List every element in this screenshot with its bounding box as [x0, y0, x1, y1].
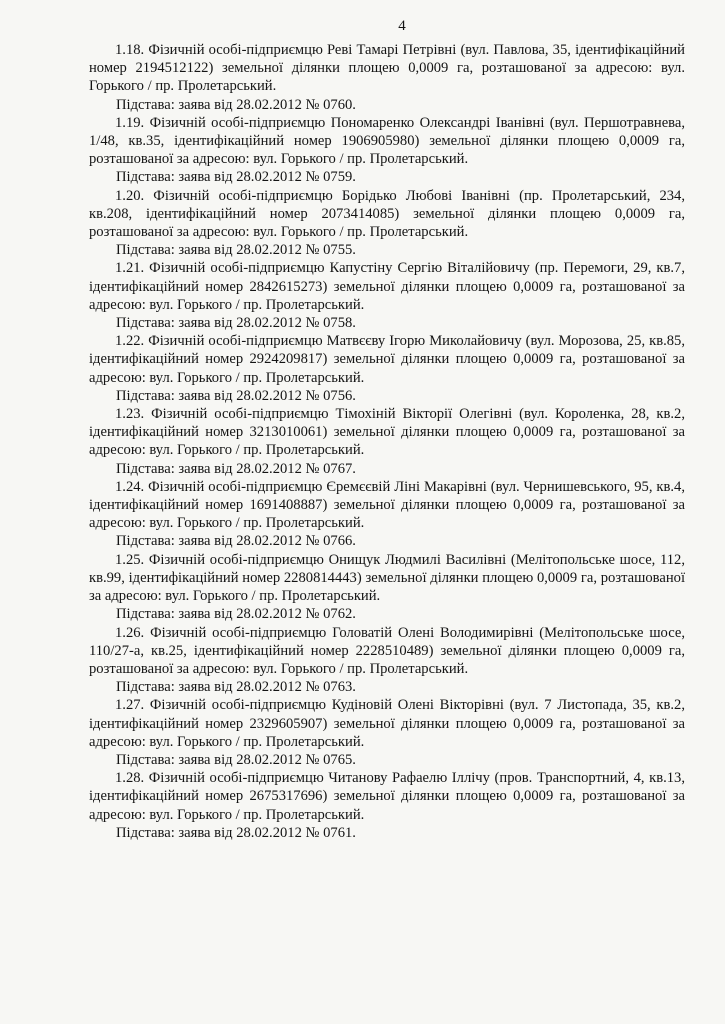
item-text: 1.27. Фізичній особі-підприємцю Кудіновій Олені Вікторівні (вул. 7 Листопада, 35, кв.2, ідентифікаційний номер 2329605907) земельної ділянки площею 0,0009 га, розташованої за адресою: вул. Горького / пр. Пролетарський. — [89, 697, 685, 750]
list-item — [89, 114, 685, 187]
list-item — [89, 478, 685, 551]
list-item — [89, 405, 685, 478]
list-item — [89, 551, 685, 624]
item-text: 1.20. Фізичній особі-підприємцю Борідько Любові Іванівні (пр. Пролетарський, 234, кв.208, ідентифікаційний номер 2073414085) земельної ділянки площею 0,0009 га, розташованої за адресою: вул. Горького / пр. Пролетарський. — [89, 187, 685, 241]
item-text: 1.21. Фізичній особі-підприємцю Капустіну Сергію Віталійовичу (пр. Перемоги, 29, кв.7, ідентифікаційний номер 2842615273) земельної ділянки площею 0,0009 га, розташованої за адресою: вул. Горького / пр. Пролетарський. — [89, 260, 685, 313]
item-text: 1.18. Фізичній особі-підприємцю Реві Тамарі Петрівні (вул. Павлова, 35, ідентифікаційний номер 2194512122) земельної ділянки площею 0,0009 га, розташованої за адресою: вул. Горького / пр. Пролетарський. — [89, 42, 685, 95]
item-text: 1.28. Фізичній особі-підприємцю Читанову Рафаелю Іллічу (пров. Транспортний, 4, кв.13, ідентифікаційний номер 2675317696) земельної ділянки площею 0,0009 га, розташованої за адресою: вул. Горького / пр. Пролетарський. — [89, 770, 685, 823]
list-item — [89, 259, 685, 332]
item-text: 1.19. Фізичній особі-підприємцю Пономаренко Олександрі Іванівні (вул. Першотравнева, 1/48, кв.35, ідентифікаційний номер 1906905980) земельної ділянки площею 0,0009 га, розташованої за адресою: вул. Горького / пр. Пролетарський. — [89, 114, 685, 168]
item-text: 1.26. Фізичній особі-підприємцю Головатій Олені Володимирівні (Мелітопольське шосе, 110/27-а, кв.25, ідентифікаційний номер 2228510489) земельної ділянки площею 0,0009 га, розташованої за адресою: вул. Горького / пр. Пролетарський. — [89, 624, 685, 677]
item-basis: Підстава: заява від 28.02.2012 № 0758. — [116, 315, 356, 332]
list-item — [89, 624, 685, 697]
list-item — [89, 769, 685, 842]
item-basis: Підстава: заява від 28.02.2012 № 0760. — [116, 96, 356, 113]
item-basis: Підстава: заява від 28.02.2012 № 0766. — [116, 533, 356, 550]
page-number: 4 — [398, 18, 406, 34]
list-item — [89, 187, 685, 260]
item-basis: Підстава: заява від 28.02.2012 № 0763. — [116, 679, 356, 696]
item-text: 1.23. Фізичній особі-підприємцю Тімохіній Вікторії Олегівні (вул. Короленка, 28, кв.2, ідентифікаційний номер 3213010061) земельної ділянки площею 0,0009 га, розташованої за адресою: вул. Горького / пр. Пролетарський. — [89, 406, 685, 459]
item-basis: Підстава: заява від 28.02.2012 № 0767. — [116, 460, 356, 477]
item-text: 1.25. Фізичній особі-підприємцю Онищук Людмилі Василівні (Мелітопольське шосе, 112, кв.99, ідентифікаційний номер 2280814443) земельної ділянки площею 0,0009 га, розташованої за адресою: вул. Горького / пр. Пролетарський. — [89, 551, 685, 605]
list-item — [89, 696, 685, 769]
item-basis: Підстава: заява від 28.02.2012 № 0761. — [116, 824, 356, 841]
item-basis: Підстава: заява від 28.02.2012 № 0765. — [116, 751, 356, 768]
item-list — [89, 41, 685, 842]
item-text: 1.22. Фізичній особі-підприємцю Матвєєву Ігорю Миколайовичу (вул. Морозова, 25, кв.85, ідентифікаційний номер 2924209817) земельної ділянки площею 0,0009 га, розташованої за адресою: вул. Горького / пр. Пролетарський. — [89, 333, 685, 386]
list-item — [89, 41, 685, 114]
item-text: 1.24. Фізичній особі-підприємцю Єремєєвій Ліні Макарівні (вул. Чернишевського, 95, кв.4, ідентифікаційний номер 1691408887) земельної ділянки площею 0,0009 га, розташованої за адресою: вул. Горького / пр. Пролетарський. — [89, 478, 685, 532]
item-basis: Підстава: заява від 28.02.2012 № 0759. — [116, 169, 356, 186]
item-basis: Підстава: заява від 28.02.2012 № 0755. — [116, 242, 356, 259]
list-item — [89, 332, 685, 405]
item-basis: Підстава: заява від 28.02.2012 № 0762. — [116, 606, 356, 623]
item-basis: Підстава: заява від 28.02.2012 № 0756. — [116, 387, 356, 404]
